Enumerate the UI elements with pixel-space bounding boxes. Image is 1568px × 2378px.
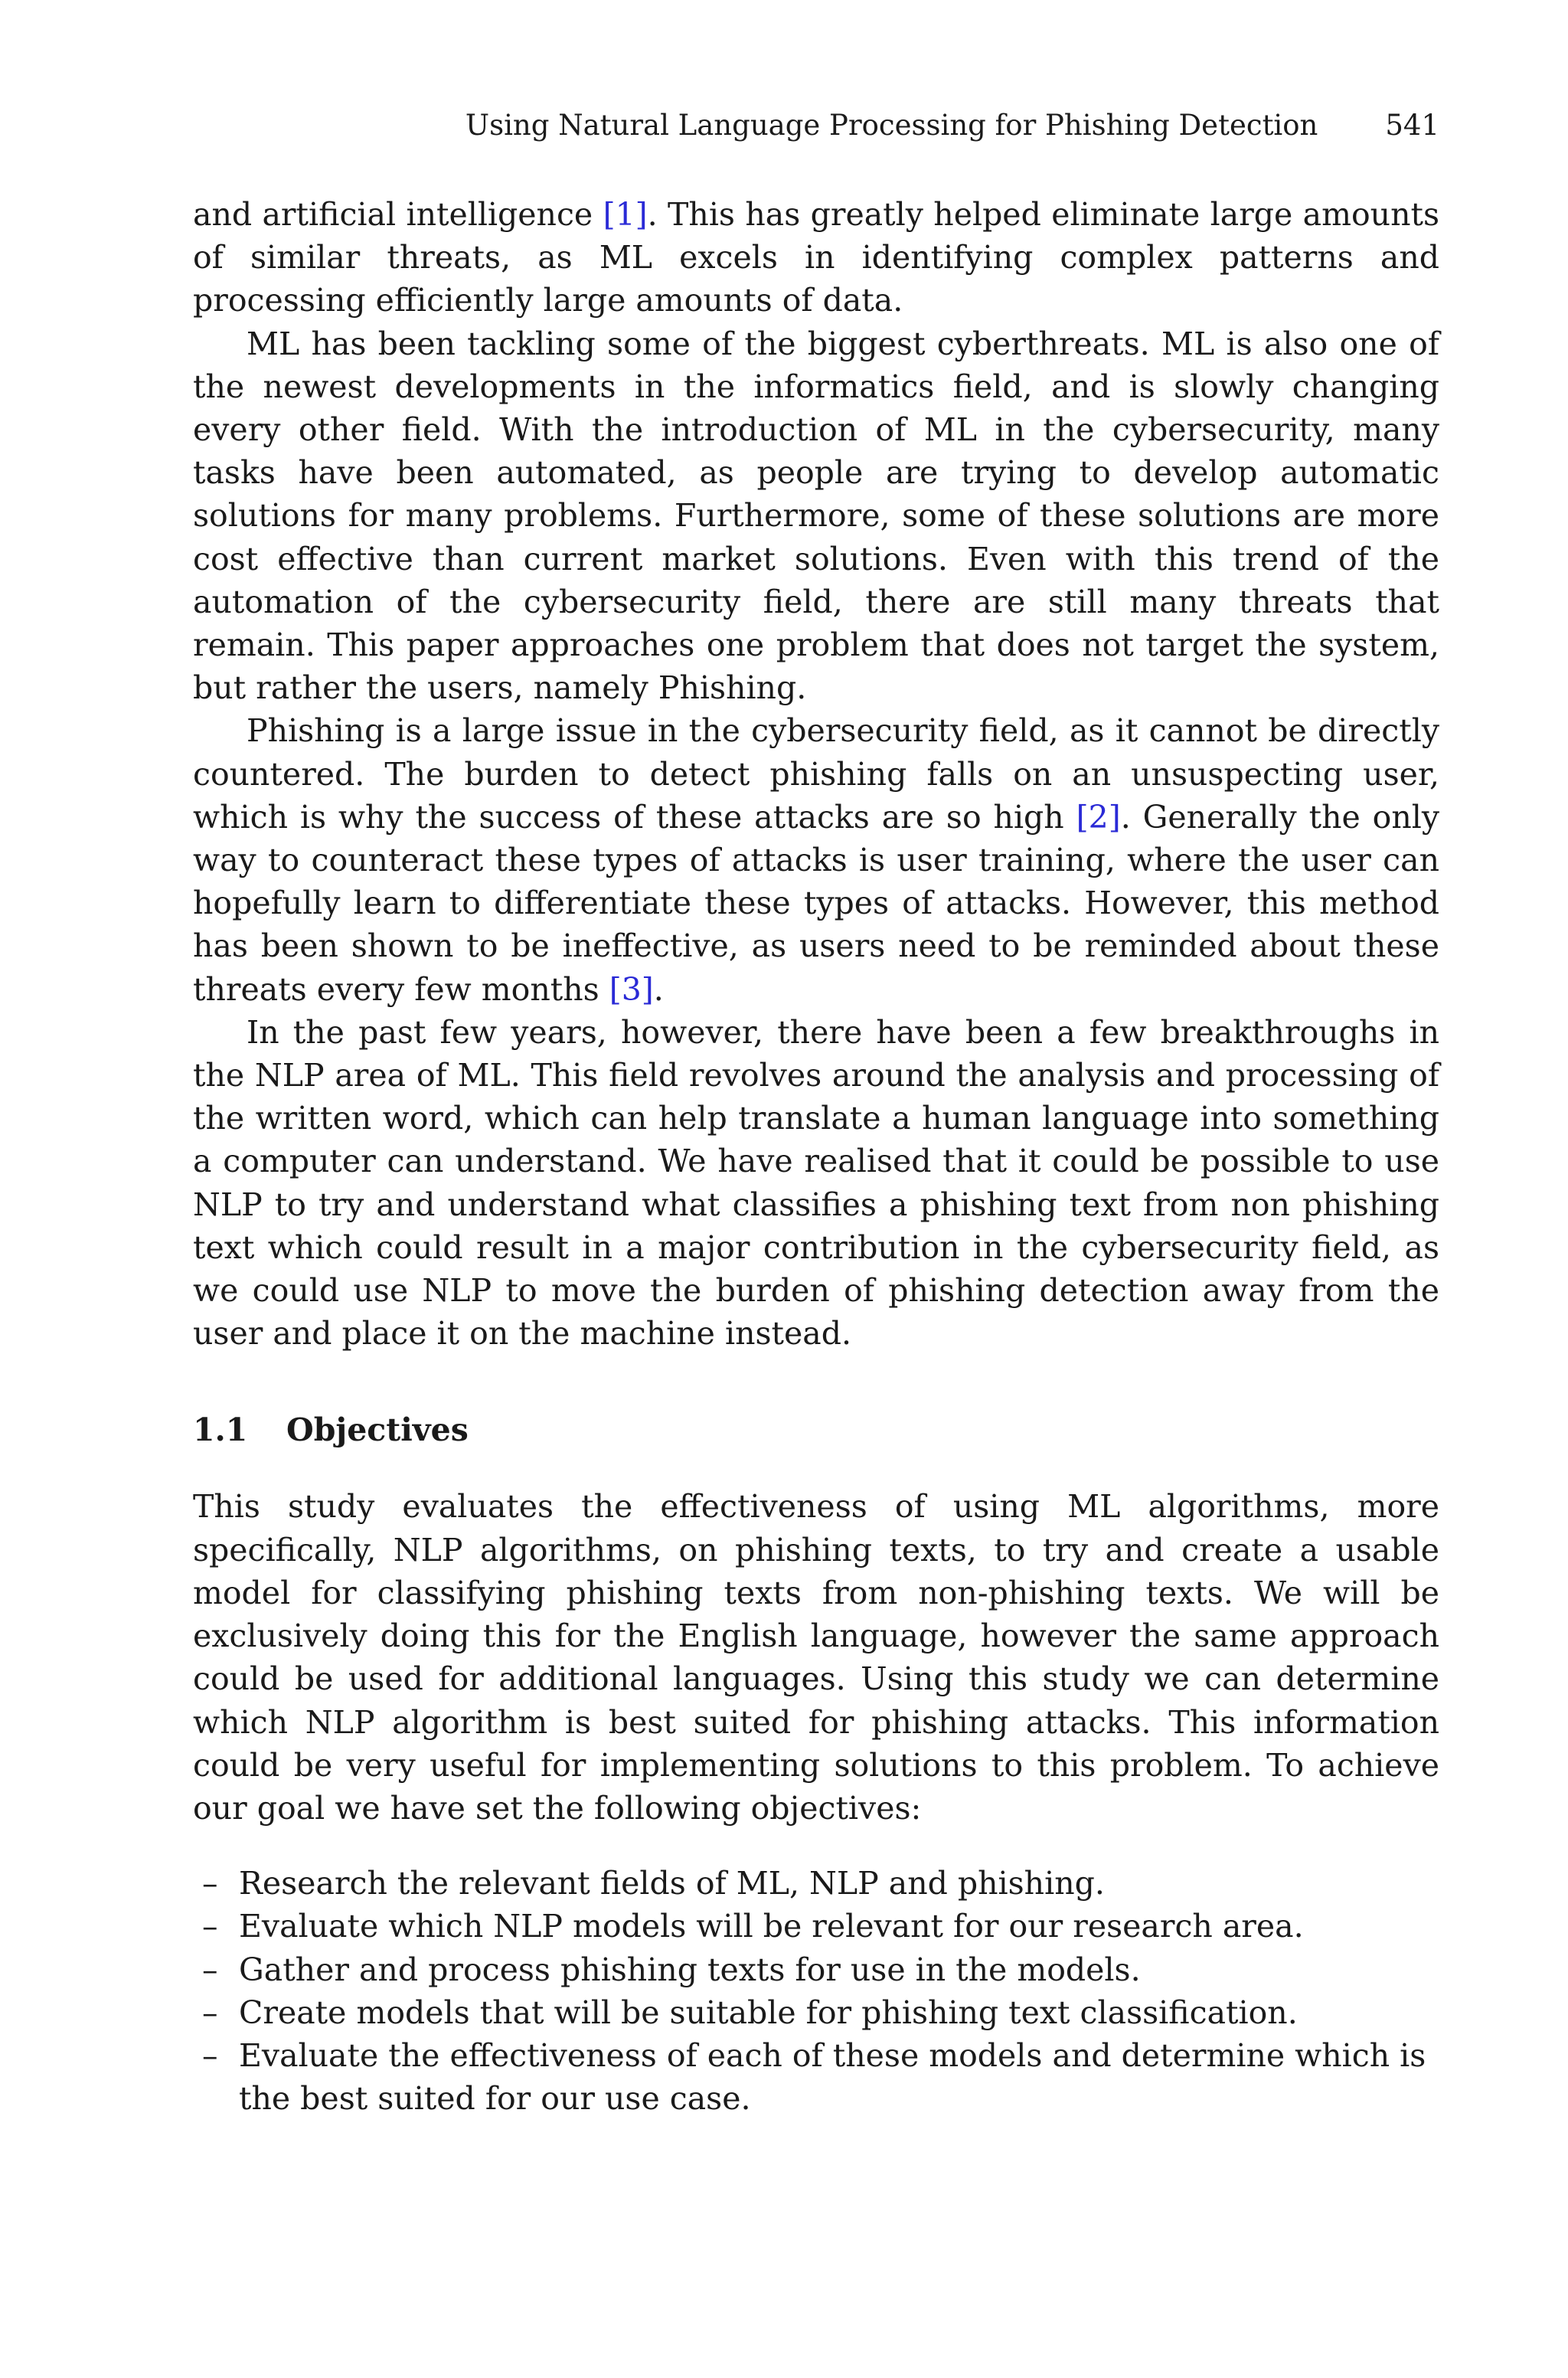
list-item-text: Research the relevant fields of ML, NLP and phishing. (239, 1865, 1105, 1902)
list-item-text: Evaluate the effectiveness of each of these models and determine which is the best suited for our use case. (239, 2036, 1426, 2118)
list-bullet: – (202, 1994, 218, 2031)
page-number: 541 (1385, 109, 1439, 142)
list-item-text: Create models that will be suitable for phishing text classification. (239, 1994, 1298, 2031)
paragraph-3-text-a: Phishing is a large issue in the cybersecurity field, as it cannot be directly countered. The burden to detect phishing falls on an unsuspecting user, which is why the success of these attacks are so high (193, 712, 1439, 836)
paragraph-1-text-a: and artificial intelligence (193, 196, 603, 233)
list-item (193, 1905, 1439, 1948)
list-item (193, 2034, 1439, 2120)
citation-link-1[interactable]: [1] (603, 196, 648, 233)
list-item-text: Gather and process phishing texts for use in the models. (239, 1951, 1141, 1988)
list-item (193, 1862, 1439, 1905)
paragraph-1 (193, 193, 1439, 322)
citation-link-2[interactable]: [2] (1076, 798, 1121, 836)
body-text (193, 193, 1439, 2120)
list-bullet: – (202, 2036, 218, 2074)
list-bullet: – (202, 1865, 218, 1902)
section-heading (193, 1408, 1439, 1451)
section-number: 1.1 (193, 1411, 248, 1449)
list-bullet: – (202, 1951, 218, 1988)
paragraph-2: ML has been tackling some of the biggest cyberthreats. ML is also one of the newest developments in the informatics field, and is slowly changing every other field. With the introduction of ML in the cybersecurity, many tasks have been automated, as people are trying to develop automatic solutions for many problems. Furthermore, some of these solutions are more cost effective than current market solutions. Even with this trend of the automation of the cybersecurity field, there are still many threats that remain. This paper approaches one problem that does not target the system, but rather the users, namely Phishing. (193, 325, 1439, 707)
running-header (193, 104, 1439, 147)
paragraph-3-text-c: . (653, 970, 664, 1008)
running-title: Using Natural Language Processing for Phishing Detection (465, 109, 1318, 142)
section-title: Objectives (286, 1411, 469, 1449)
citation-link-3[interactable]: [3] (609, 970, 654, 1008)
paragraph-1-text-b: . This has greatly helped eliminate large amounts of similar threats, as ML excels in identifying complex patterns and processing efficiently large amounts of data. (193, 196, 1440, 319)
paragraph-3-text-b: . Generally the only way to counteract these types of attacks is user training, where the user can hopefully learn to differentiate these types of attacks. However, this method has been shown to be ineffective, as users need to be reminded about these threats every few months (193, 798, 1440, 1008)
objectives-list (193, 1862, 1439, 2120)
list-item (193, 1991, 1439, 2034)
list-item (193, 1948, 1439, 1991)
list-bullet: – (202, 1908, 218, 1945)
paragraph-4: In the past few years, however, there have been a few breakthroughs in the NLP area of ML. This field revolves around the analysis and processing of the written word, which can help translate a human language into something a computer can understand. We have realised that it could be possible to use NLP to try and understand what classifies a phishing text from non phishing text which could result in a major contribution in the cybersecurity field, as we could use NLP to move the burden of phishing detection away from the user and place it on the machine instead. (193, 1013, 1439, 1353)
section-intro-paragraph: This study evaluates the effectiveness of using ML algorithms, more specifically, NLP algorithms, on phishing texts, to try and create a usable model for classifying phishing texts from non-phishing texts. We will be exclusively doing this for the English language, however the same approach could be used for additional languages. Using this study we can determine which NLP algorithm is best suited for phishing attacks. This information could be very useful for implementing solutions to this problem. To achieve our goal we have set the following objectives: (193, 1488, 1439, 1827)
list-item-text: Evaluate which NLP models will be relevant for our research area. (239, 1908, 1304, 1945)
paragraph-3 (193, 709, 1439, 1010)
